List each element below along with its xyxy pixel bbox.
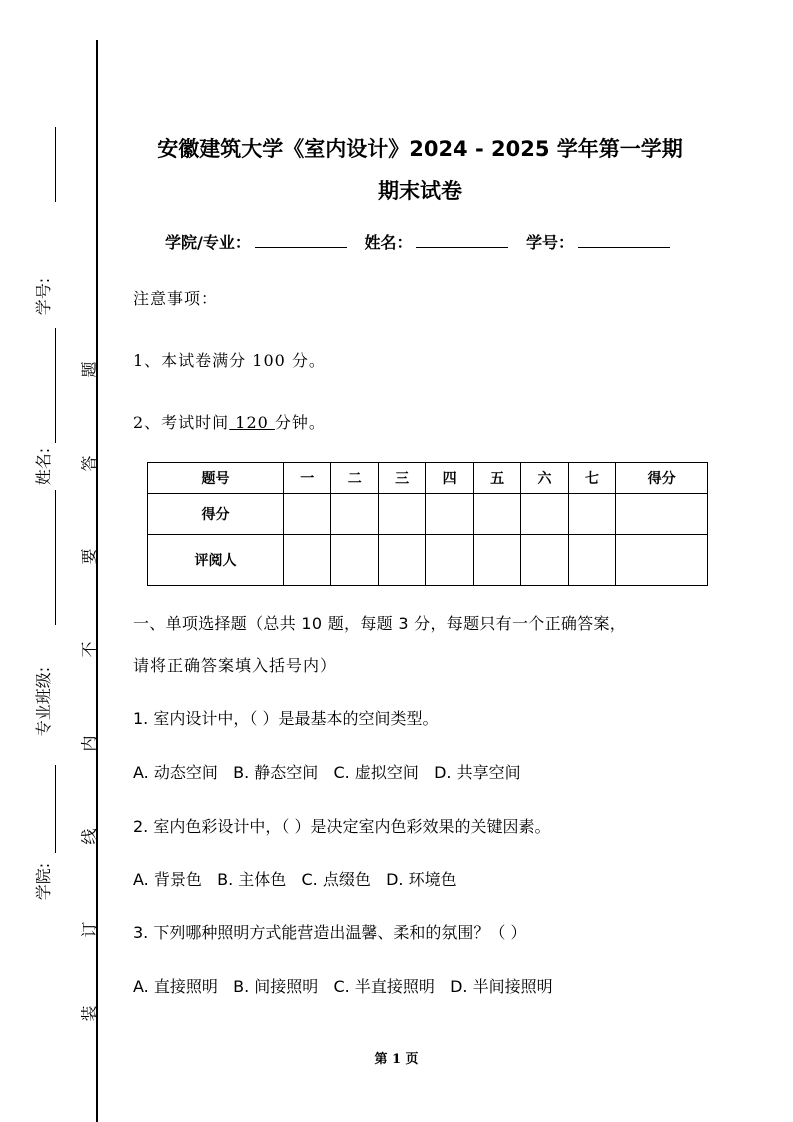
table-header: 七 [568, 463, 615, 494]
margin-field-name: 姓名: [34, 447, 54, 486]
name-blank[interactable] [416, 233, 508, 248]
name-label: 姓名： [364, 233, 413, 252]
score-cell[interactable] [616, 494, 708, 535]
table-header: 六 [521, 463, 568, 494]
question: 1. 室内设计中，（ ）是最基本的空间类型。 [133, 709, 439, 728]
row-label: 评阅人 [148, 535, 284, 586]
grader-cell[interactable] [473, 535, 520, 586]
field-line [55, 328, 56, 443]
score-cell[interactable] [284, 494, 331, 535]
question-options: A. 背景色 B. 主体色 C. 点缀色 D. 环境色 [133, 870, 457, 889]
table-row [148, 535, 708, 586]
score-cell[interactable] [426, 494, 473, 535]
grader-cell[interactable] [426, 535, 473, 586]
section-heading: 一、单项选择题（总共 10 题，每题 3 分，每题只有一个正确答案， [133, 614, 627, 633]
table-header: 五 [473, 463, 520, 494]
seal-char: 装 [79, 1005, 99, 1022]
exam-title: 安徽建筑大学《室内设计》2024 - 2025 学年第一学期 [157, 137, 683, 161]
note-item: 1、本试卷满分 100 分。 [133, 351, 326, 370]
page-number: 第 1 页 [374, 1052, 419, 1067]
margin-field-class: 专业班级: [34, 666, 54, 737]
seal-char: 答 [79, 455, 99, 472]
exam-subtitle: 期末试卷 [378, 179, 462, 203]
field-line [55, 765, 56, 853]
table-row [148, 494, 708, 535]
grader-cell[interactable] [284, 535, 331, 586]
grader-cell[interactable] [331, 535, 378, 586]
seal-char: 线 [79, 828, 99, 845]
table-header-row [148, 463, 708, 494]
question: 3. 下列哪种照明方式能营造出温馨、柔和的氛围？（ ） [133, 923, 527, 942]
question: 2. 室内色彩设计中，（ ）是决定室内色彩效果的关键因素。 [133, 817, 551, 836]
exam-duration: 120 [229, 413, 275, 432]
id-blank[interactable] [578, 233, 670, 248]
college-blank[interactable] [255, 233, 347, 248]
score-cell[interactable] [331, 494, 378, 535]
seal-char: 要 [79, 548, 99, 565]
seal-char: 内 [79, 735, 99, 752]
student-info [165, 230, 682, 253]
score-table [147, 462, 708, 586]
table-header: 三 [378, 463, 425, 494]
college-label: 学院/专业： [165, 233, 251, 252]
field-line [55, 490, 56, 625]
score-cell[interactable] [521, 494, 568, 535]
grader-cell[interactable] [378, 535, 425, 586]
table-header: 四 [426, 463, 473, 494]
grader-cell[interactable] [616, 535, 708, 586]
table-header: 二 [331, 463, 378, 494]
notes-heading: 注意事项： [133, 289, 219, 308]
field-line [55, 127, 56, 202]
margin-field-id: 学号: [34, 277, 54, 316]
question-options: A. 动态空间 B. 静态空间 C. 虚拟空间 D. 共享空间 [133, 763, 521, 782]
score-cell[interactable] [378, 494, 425, 535]
question-options: A. 直接照明 B. 间接照明 C. 半直接照明 D. 半间接照明 [133, 977, 553, 996]
score-cell[interactable] [568, 494, 615, 535]
seal-char: 订 [79, 921, 99, 938]
note-text: 2、考试时间 [133, 413, 230, 432]
seal-char: 不 [79, 641, 99, 658]
table-header: 题号 [148, 463, 284, 494]
section-heading: 请将正确答案填入括号内） [133, 656, 338, 675]
note-item [133, 410, 326, 433]
grader-cell[interactable] [521, 535, 568, 586]
grader-cell[interactable] [568, 535, 615, 586]
seal-char: 题 [79, 361, 99, 378]
id-label: 学号： [526, 233, 575, 252]
margin-field-college: 学院: [34, 862, 54, 901]
binding-line [96, 40, 98, 1122]
score-cell[interactable] [473, 494, 520, 535]
table-header: 一 [284, 463, 331, 494]
row-label: 得分 [148, 494, 284, 535]
note-text: 分钟。 [274, 413, 326, 432]
table-header: 得分 [616, 463, 708, 494]
